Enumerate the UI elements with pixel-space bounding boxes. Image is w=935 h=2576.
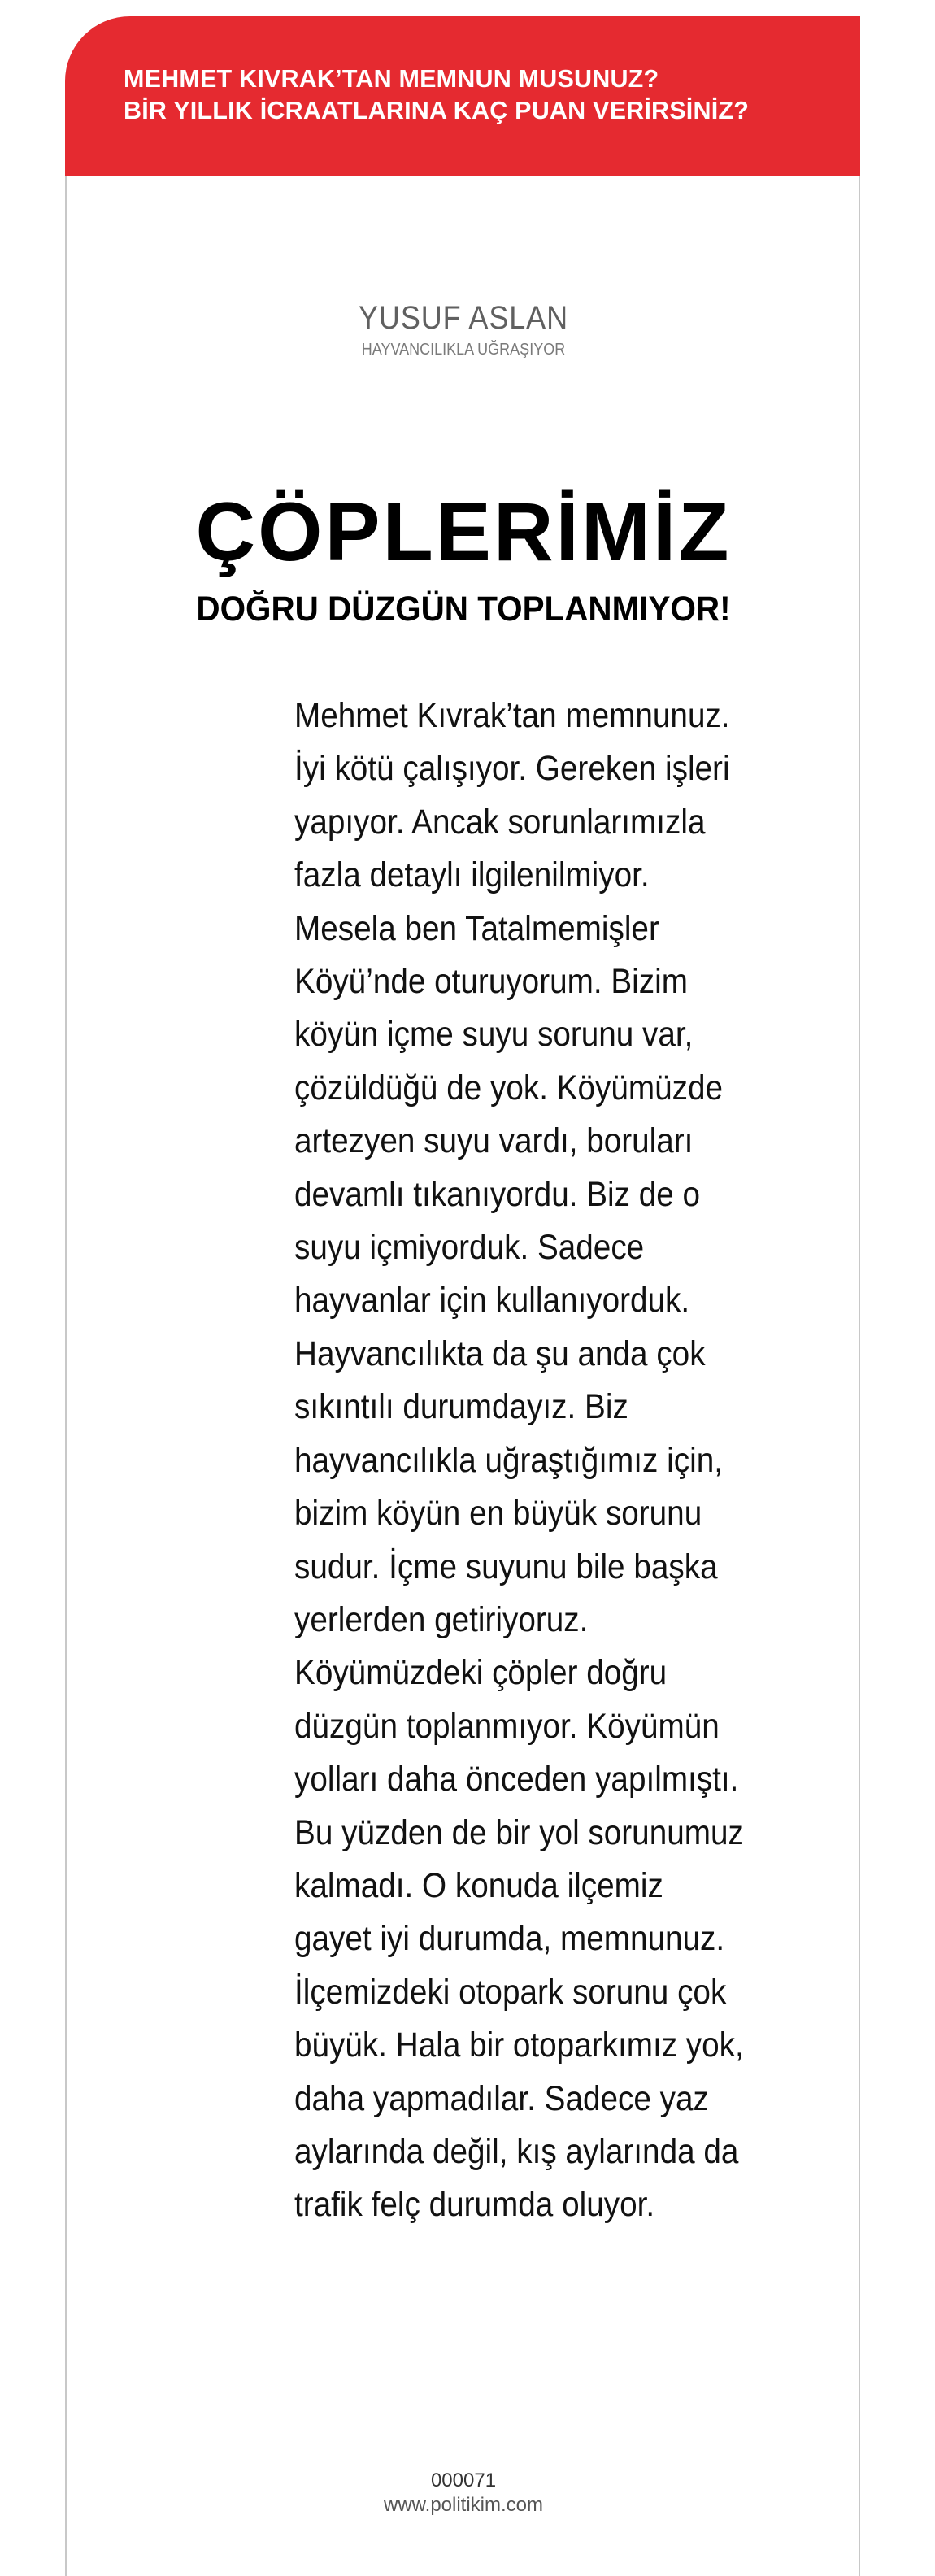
article-line: devamlı tıkanıyordu. Biz de o	[294, 1174, 701, 1214]
article-line: artezyen suyu vardı, boruları	[294, 1121, 694, 1161]
article-line: trafik felç durumda oluyor.	[294, 2185, 655, 2225]
article-line: bizim köyün en büyük sorunu	[294, 1494, 702, 1534]
article-line: yapıyor. Ancak sorunlarımızla	[294, 802, 706, 842]
article-line: hayvanlar için kullanıyorduk.	[294, 1281, 690, 1321]
article-line: çözüldüğü de yok. Köyümüzde	[294, 1068, 724, 1107]
article-line: sudur. İçme suyunu bile başka	[294, 1547, 718, 1586]
author-role: HAYVANCILIKLA UĞRAŞIYOR	[361, 341, 566, 359]
article-line: düzgün toplanmıyor. Köyümün	[294, 1706, 720, 1746]
website-link[interactable]: www.politikim.com	[383, 2494, 544, 2516]
article-line: Bu yüzden de bir yol sorunumuz	[294, 1812, 744, 1852]
article-line: Mehmet Kıvrak’tan memnunuz.	[294, 696, 730, 735]
headline-title: ÇÖPLERİMİZ	[195, 485, 732, 578]
article-line: köyün içme suyu sorunu var,	[294, 1015, 694, 1055]
page-footer	[325, 2469, 602, 2517]
article-line: Hayvancılıkta da şu anda çok	[294, 1334, 706, 1373]
article-line: Köyümüzdeki çöpler doğru	[294, 1653, 668, 1693]
article-body	[294, 690, 798, 2232]
article-line: aylarında değil, kış aylarında da	[294, 2131, 739, 2171]
article-line: İlçemizdeki otopark sorunu çok	[294, 1972, 727, 2012]
article-line: yolları daha önceden yapılmıştı.	[294, 1760, 739, 1799]
article-line: Mesela ben Tatalmemişler	[294, 908, 659, 948]
article-line: suyu içmiyorduk. Sadece	[294, 1228, 645, 1268]
headline-subtitle: DOĞRU DÜZGÜN TOPLANMIYOR!	[196, 590, 731, 629]
article-line: kalmadı. O konuda ilçemiz	[294, 1865, 663, 1905]
article-line: İyi kötü çalışıyor. Gereken işleri	[294, 749, 730, 789]
headline-block	[163, 485, 764, 631]
article-line: büyük. Hala bir otoparkımız yok,	[294, 2026, 744, 2065]
article-line: daha yapmadılar. Sadece yaz	[294, 2078, 709, 2118]
article-line: Köyü’nde oturuyorum. Bizim	[294, 962, 688, 1002]
author-name: YUSUF ASLAN	[359, 300, 568, 336]
page-code: 000071	[430, 2469, 497, 2491]
article-line: hayvancılıkla uğraştığımız için,	[294, 1440, 723, 1480]
article-line: sıkıntılı durumdayız. Biz	[294, 1387, 628, 1427]
top-banner	[65, 16, 860, 176]
author-block	[325, 299, 602, 361]
article-line: gayet iyi durumda, memnunuz.	[294, 1919, 725, 1959]
article-line: fazla detaylı ilgilenilmiyor.	[294, 855, 650, 895]
article-line: yerlerden getiriyoruz.	[294, 1599, 589, 1639]
banner-question-2: BİR YILLIK İCRAATLARINA KAÇ PUAN VERİRSİNİZ?	[124, 97, 750, 124]
banner-question-1: MEHMET KIVRAK’TAN MEMNUN MUSUNUZ?	[124, 65, 659, 93]
